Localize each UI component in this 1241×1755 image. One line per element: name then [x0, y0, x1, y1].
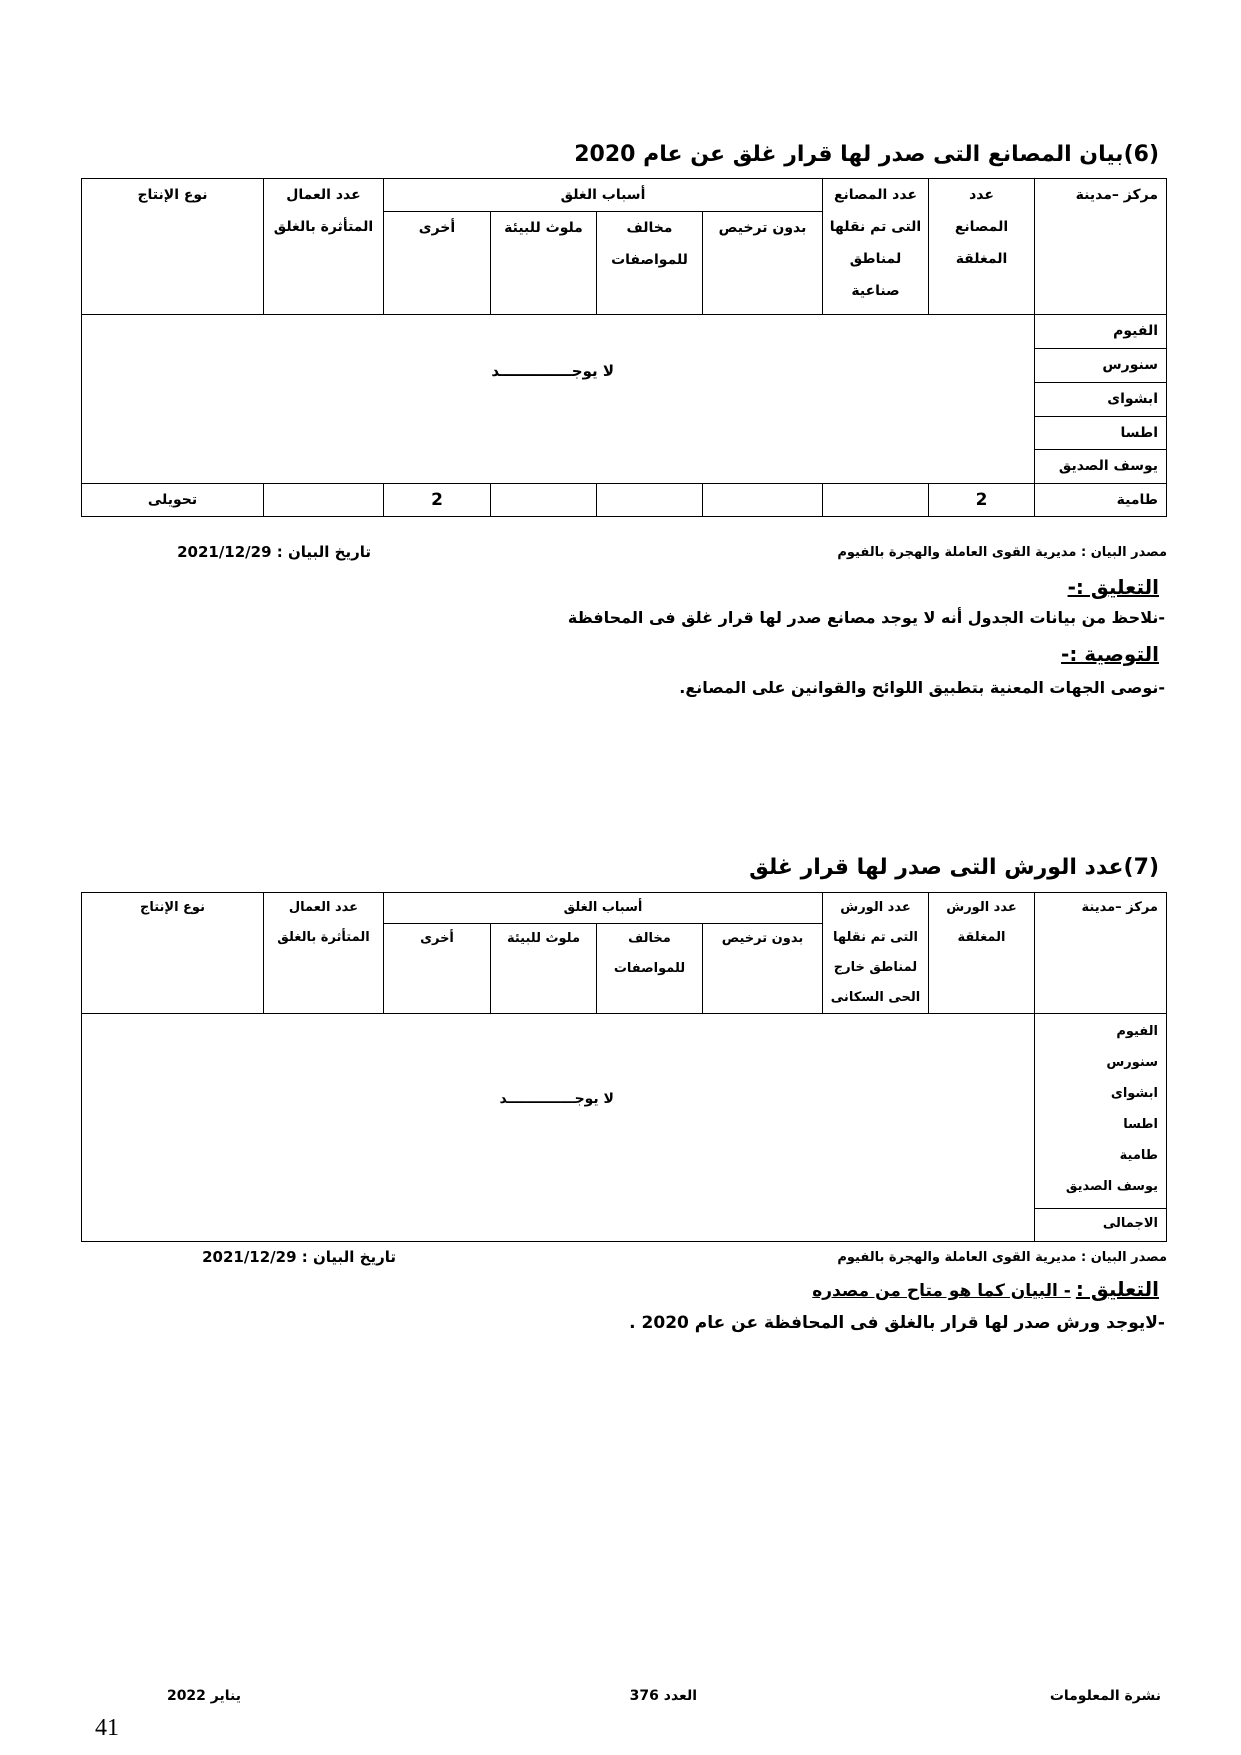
cell-moved: [823, 484, 929, 517]
col-header-reasons: أسباب الغلق: [383, 893, 822, 924]
row-label: يوسف الصديق: [1065, 1179, 1158, 1194]
section6-recommendation-text: -نوصى الجهات المعنية بتطبيق اللوائح والقوانين على المصانع.: [679, 678, 1165, 697]
cell-other: 2: [383, 484, 490, 517]
col-header-production: نوع الإنتاج: [81, 893, 263, 1014]
col-header-production: نوع الإنتاج: [81, 179, 263, 315]
cell-polluting: [491, 484, 597, 517]
col-header-center: مركز –مدينة: [1035, 179, 1167, 315]
none-area: [81, 315, 1034, 484]
section7-comment: [812, 1277, 1159, 1301]
col-header-other: أخرى: [383, 212, 490, 315]
cell-workers: [263, 484, 383, 517]
row-label: اطسا: [1035, 417, 1167, 450]
row-label: ابشواى: [1035, 383, 1167, 417]
col-header-reasons: أسباب الغلق: [383, 179, 822, 212]
footer-month: يناير 2022: [166, 1688, 241, 1704]
cell-closed: 2: [929, 484, 1035, 517]
section7-comment-text: -لايوجد ورش صدر لها قرار بالغلق فى المحافظة عن عام 2020 .: [629, 1313, 1165, 1333]
col-header-no-license: بدون ترخيص: [703, 212, 823, 315]
cell-no-license: [703, 484, 823, 517]
section6-comment-heading: التعليق :-: [1067, 575, 1159, 599]
section7-title: (7)عدد الورش التى صدر لها قرار غلق: [749, 855, 1159, 880]
col-header-workers: عدد العمال المتأثرة بالغلق: [263, 179, 383, 315]
row-label: اطسا: [1123, 1117, 1158, 1132]
page-number: 41: [95, 1715, 119, 1741]
col-header-moved: عدد الورش التى تم نقلها لمناطق خارج الحى السكانى: [823, 893, 929, 1014]
cell-violating: [597, 484, 703, 517]
col-header-other: أخرى: [383, 924, 490, 1014]
row-label: ابشواى: [1110, 1086, 1158, 1101]
col-header-violating: مخالف للمواصفات: [597, 924, 703, 1014]
col-header-moved: عدد المصانع التى تم نقلها لمناطق صناعية: [823, 179, 929, 315]
col-header-center: مركز –مدينة: [1035, 893, 1167, 1014]
footer-publication: نشرة المعلومات: [1049, 1688, 1161, 1704]
section6-source: مصدر البيان : مديرية القوى العاملة والهجرة بالفيوم: [837, 545, 1167, 560]
col-header-closed: عدد المصانع المغلقة: [929, 179, 1035, 315]
section7-table: [81, 892, 1167, 1242]
row-label: طامية: [1119, 1148, 1158, 1163]
row-label: سنورس: [1035, 349, 1167, 383]
row-labels: [1035, 1014, 1167, 1209]
section6-comment-text: -نلاحظ من بيانات الجدول أنه لا يوجد مصانع صدر لها قرار غلق فى المحافظة: [567, 608, 1165, 627]
section6-table: [81, 178, 1167, 517]
section7-date: تاريخ البيان : 2021/12/29: [202, 1248, 396, 1266]
col-header-violating: مخالف للمواصفات: [597, 212, 703, 315]
none-text: لا يوجــــــــــــــد: [499, 1091, 614, 1107]
row-label-tamiya: طامية: [1035, 484, 1167, 517]
row-label: سنورس: [1106, 1055, 1158, 1070]
none-area: [81, 1014, 1034, 1242]
none-text: لا يوجــــــــــــــد: [491, 362, 614, 380]
footer-issue: العدد 376: [629, 1688, 697, 1704]
col-header-polluting: ملوث للبيئة: [491, 924, 597, 1014]
row-label: الفيوم: [1035, 315, 1167, 349]
col-header-polluting: ملوث للبيئة: [491, 212, 597, 315]
section6-recommendation-heading: التوصية :-: [1061, 642, 1159, 666]
col-header-no-license: بدون ترخيص: [703, 924, 823, 1014]
section6-title: (6)بيان المصانع التى صدر لها قرار غلق عن عام 2020: [574, 142, 1159, 167]
section7-source: مصدر البيان : مديرية القوى العاملة والهجرة بالفيوم: [837, 1250, 1167, 1265]
section7-comment-suffix: - البيان كما هو متاح من مصدره: [812, 1281, 1071, 1301]
col-header-workers: عدد العمال المتأثرة بالغلق: [263, 893, 383, 1014]
row-label: يوسف الصديق: [1035, 450, 1167, 484]
col-header-closed: عدد الورش المغلقة: [929, 893, 1035, 1014]
section7-comment-heading: التعليق :: [1075, 1277, 1159, 1301]
row-label: الفيوم: [1116, 1024, 1158, 1039]
cell-production: تحويلى: [81, 484, 263, 517]
row-label-total: الاجمالى: [1035, 1209, 1167, 1242]
section6-date: تاريخ البيان : 2021/12/29: [177, 543, 371, 561]
